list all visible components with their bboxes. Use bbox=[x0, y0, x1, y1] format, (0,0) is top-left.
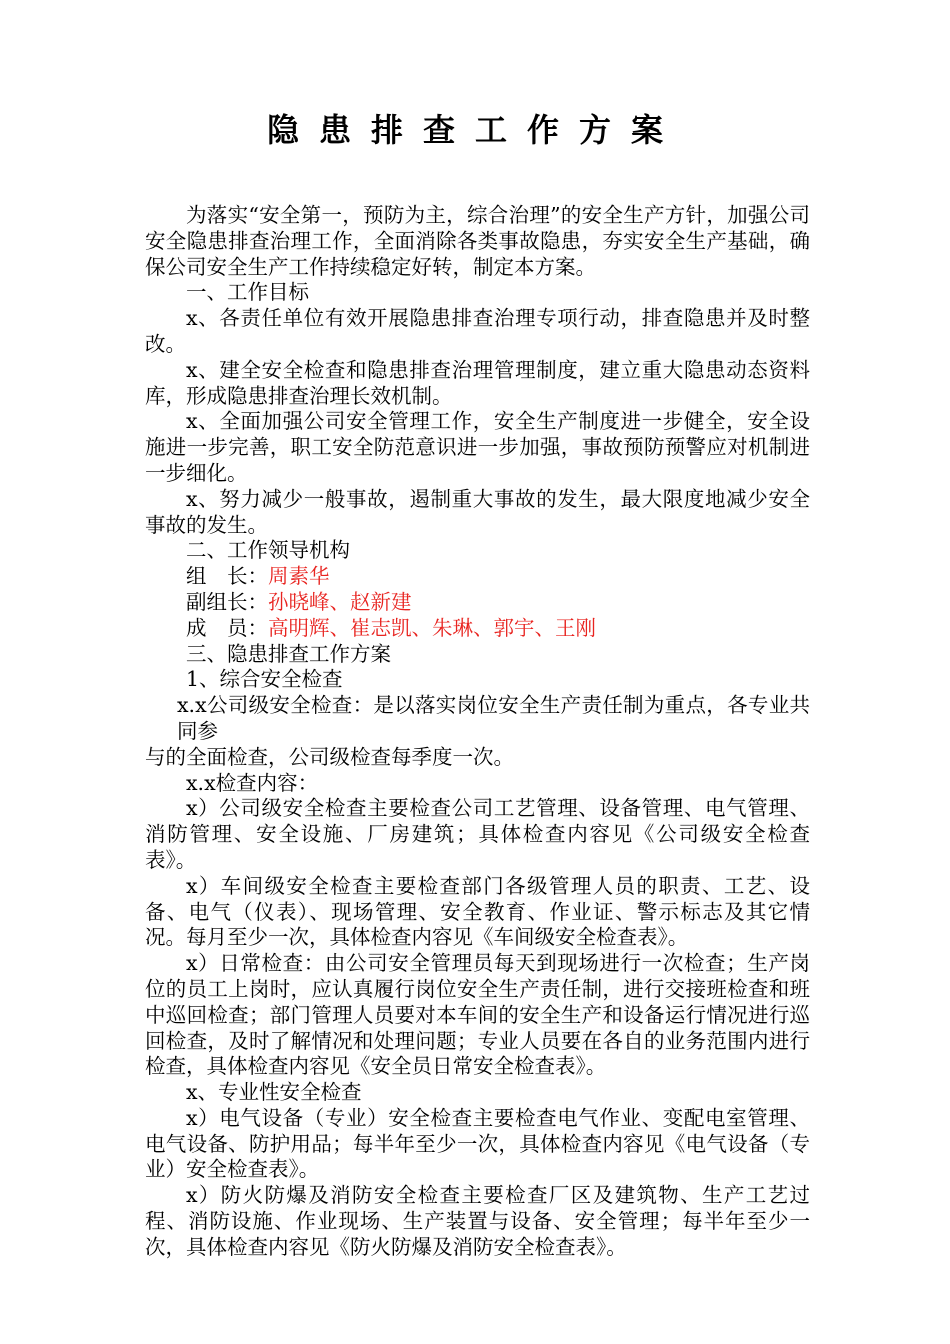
special-check-item: x）电气设备（专业）安全检查主要检查电气作业、变配电室管理、电气设备、防护用品；每半年至少一次，具体检查内容见《电气设备（专业）安全检查表》。 bbox=[145, 1105, 810, 1182]
check-item: x）日常检查：由公司安全管理员每天到现场进行一次检查；生产岗位的员工上岗时，应认真履行岗位安全生产责任制，进行交接班检查和班中巡回检查；部门管理人员要对本车间的安全生产和设备运行情况进行巡回检查，及时了解情况和处理问题；专业人员要在各自的业务范围内进行检查，具体检查内容见《安全员日常安全检查表》。 bbox=[145, 951, 810, 1079]
check-item: x）车间级安全检查主要检查部门各级管理人员的职责、工艺、设备、电气（仪表）、现场管理、安全教育、作业证、警示标志及其它情况。每月至少一次，具体检查内容见《车间级安全检查表》。 bbox=[145, 873, 810, 950]
goal-item: x、各责任单位有效开展隐患排查治理专项行动，排查隐患并及时整改。 bbox=[145, 306, 810, 356]
document-body bbox=[145, 203, 810, 1261]
member-names: 高明辉、崔志凯、朱琳、郭宇、王刚 bbox=[268, 615, 596, 640]
content-heading: x.x检查内容： bbox=[186, 770, 319, 795]
special-check-item: x）防火防爆及消防安全检查主要检查厂区及建筑物、生产工艺过程、消防设施、作业现场、生产装置与设备、安全管理；每半年至少一次，具体检查内容见《防火防爆及消防安全检查表》。 bbox=[145, 1183, 810, 1259]
deputy-label: 副组长： bbox=[186, 589, 268, 614]
member-label: 成 员： bbox=[186, 615, 268, 640]
leader-row bbox=[145, 564, 810, 590]
company-check-paragraph: x.x公司级安全检查：是以落实岗位安全生产责任制为重点，各专业共同参 bbox=[177, 693, 810, 743]
subsection-heading: 1、综合安全检查 bbox=[186, 667, 343, 692]
section-heading-leadership: 二、工作领导机构 bbox=[186, 538, 350, 563]
goal-item: x、建全安全检查和隐患排查治理管理制度，建立重大隐患动态资料库，形成隐患排查治理长效机制。 bbox=[145, 357, 810, 408]
goal-item: x、努力减少一般事故，遏制重大事故的发生，最大限度地减少安全事故的发生。 bbox=[145, 486, 810, 537]
page-title: 隐患排查工作方案 bbox=[266, 111, 683, 149]
leader-names: 周素华 bbox=[268, 564, 330, 589]
company-check-continuation: 与的全面检查，公司级检查每季度一次。 bbox=[145, 744, 514, 769]
leader-label: 组 长： bbox=[186, 564, 268, 589]
intro-paragraph: 为落实“安全第一，预防为主，综合治理”的安全生产方针，加强公司安全隐患排查治理工作，全面消除各类事故隐患，夯实安全生产基础，确保公司安全生产工作持续稳定好转，制定本方案。 bbox=[145, 203, 810, 279]
check-item: x）公司级安全检查主要检查公司工艺管理、设备管理、电气管理、消防管理、安全设施、厂房建筑；具体检查内容见《公司级安全检查表》。 bbox=[145, 796, 810, 872]
goal-item: x、全面加强公司安全管理工作，安全生产制度进一步健全，安全设施进一步完善，职工安全防范意识进一步加强，事故预防预警应对机制进一步细化。 bbox=[145, 409, 810, 485]
special-check-heading: x、专业性安全检查 bbox=[186, 1080, 362, 1105]
section-heading-plan: 三、隐患排查工作方案 bbox=[186, 641, 391, 666]
section-heading-goals: 一、工作目标 bbox=[186, 280, 309, 305]
deputy-row bbox=[145, 590, 810, 616]
deputy-names: 孙晓峰、赵新建 bbox=[268, 589, 412, 614]
member-row bbox=[145, 616, 810, 642]
